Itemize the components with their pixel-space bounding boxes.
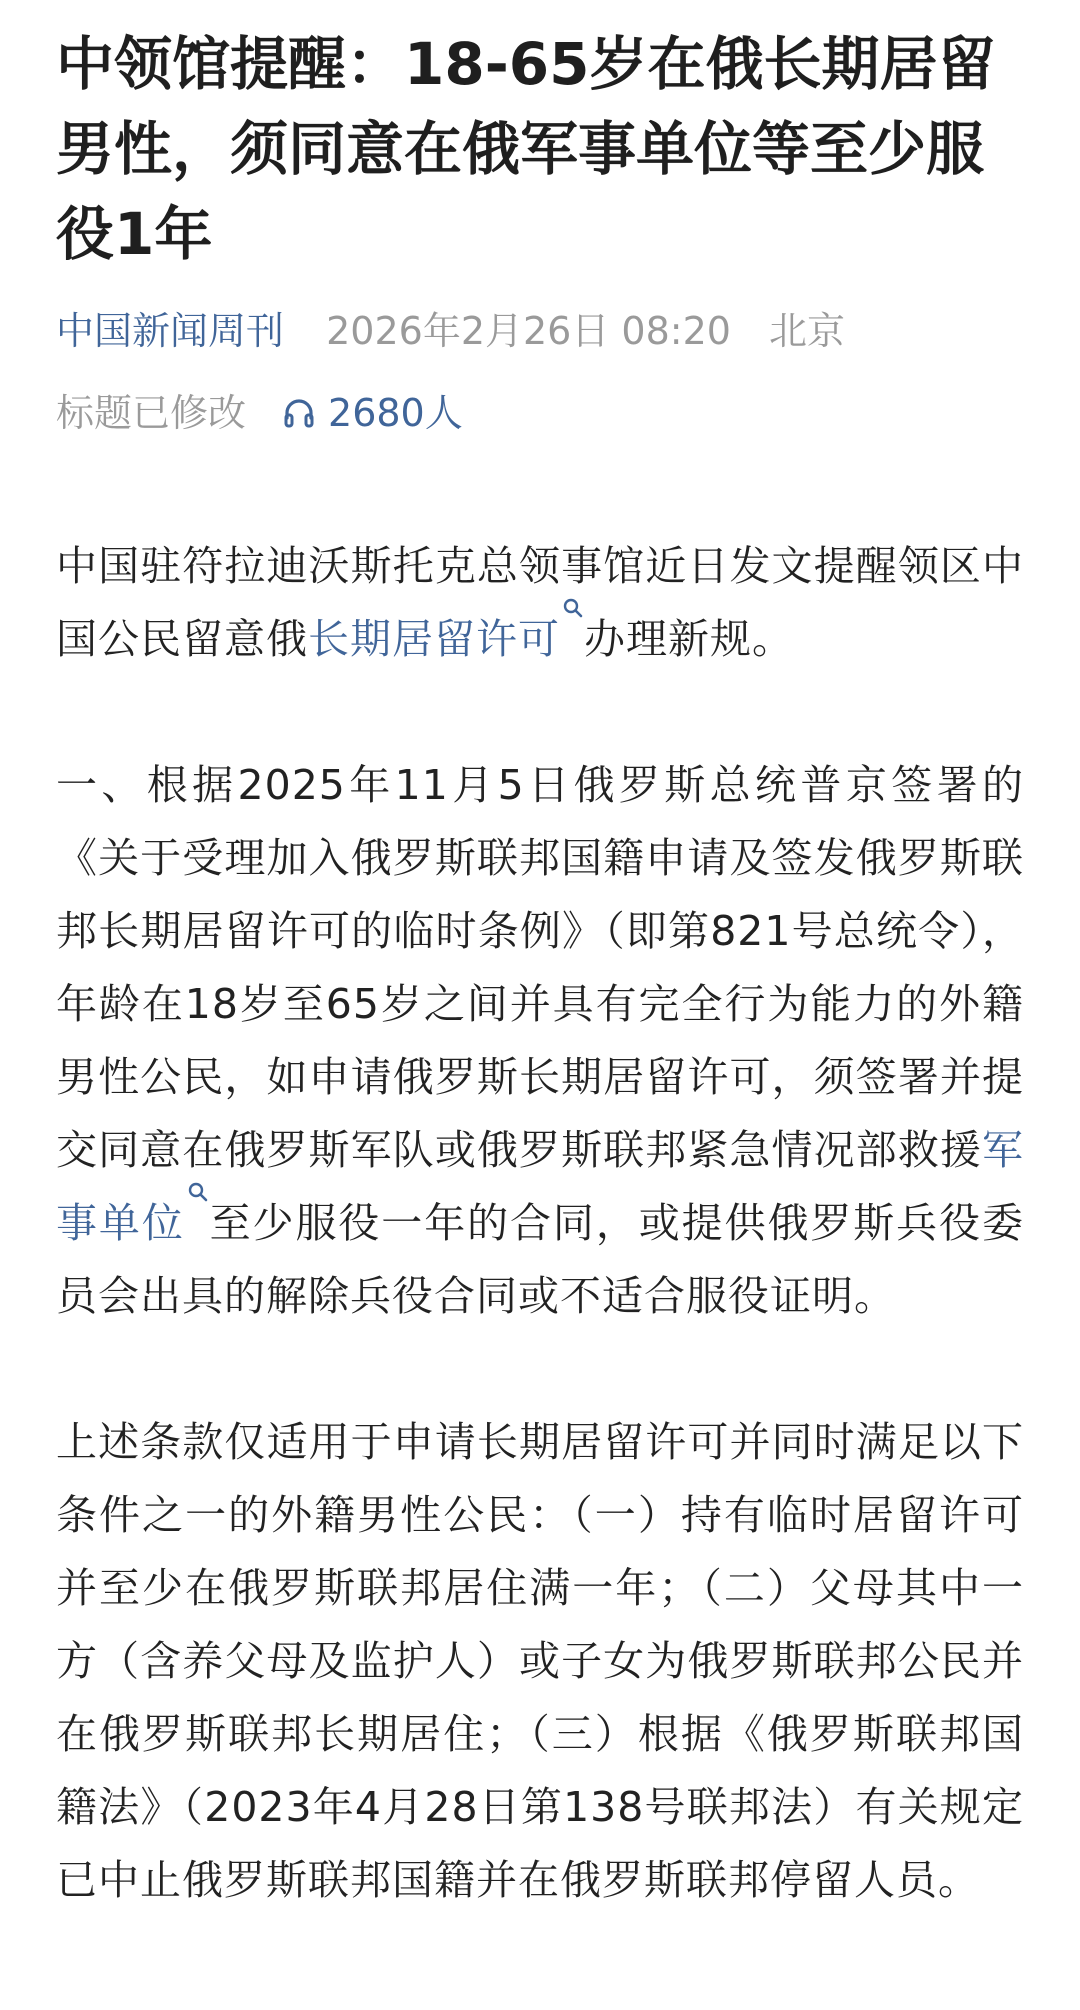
article-body	[56, 530, 1024, 1990]
paragraph-2	[56, 749, 1024, 1333]
search-icon	[187, 1181, 209, 1205]
article-meta	[56, 303, 845, 359]
publish-location: 北京	[769, 309, 846, 353]
paragraph-2-text-b: 至少服役一年的合同，或提供俄罗斯兵役委员会出具的解除兵役合同或不适合服役证明。	[56, 1199, 1025, 1320]
edited-note: 标题已修改	[56, 391, 247, 435]
paragraph-1-text-b: 办理新规。	[584, 615, 794, 663]
permit-keyword-label: 长期居留许可	[308, 615, 560, 663]
permit-keyword-link[interactable]	[308, 615, 584, 663]
search-icon	[562, 597, 584, 621]
article-title: 中领馆提醒：18-65岁在俄长期居留男性，须同意在俄军事单位等至少服役1年	[56, 30, 996, 268]
source-link[interactable]: 中国新闻周刊	[56, 309, 285, 353]
paragraph-2-text-a: 一、根据2025年11月5日俄罗斯总统普京签署的《关于受理加入俄罗斯联邦国籍申请及签发俄罗斯联邦长期居留许可的临时条例》（即第821号总统令），年龄在18岁至65岁之间并具有完全行为能力的外籍男性公民，如申请俄罗斯长期居留许可，须签署并提交同意在俄罗斯军队或俄罗斯联邦紧急情况部救援	[56, 761, 1024, 1174]
paragraph-1-text-a: 中国驻符拉迪沃斯托克总领事馆近日发文提醒领区中国公民留意俄	[56, 542, 1024, 663]
paragraph-3: 上述条款仅适用于申请长期居留许可并同时满足以下条件之一的外籍男性公民：（一）持有临时居留许可并至少在俄罗斯联邦居住满一年；（二）父母其中一方（含养父母及监护人）或子女为俄罗斯联邦公民并在俄罗斯联邦长期居住；（三）根据《俄罗斯联邦国籍法》（2023年4月28日第138号联邦法）有关规定已中止俄罗斯联邦国籍并在俄罗斯联邦停留人员。	[56, 1418, 1024, 1904]
publish-time: 2026年2月26日 08:20	[326, 309, 731, 353]
paragraph-1	[56, 530, 1024, 676]
military-keyword-label: 军事单位	[56, 1126, 1024, 1247]
listen-count: 2680人	[328, 391, 463, 435]
article-meta-secondary	[56, 385, 463, 441]
headphones-icon	[282, 396, 316, 430]
listen-button[interactable]	[282, 385, 463, 441]
